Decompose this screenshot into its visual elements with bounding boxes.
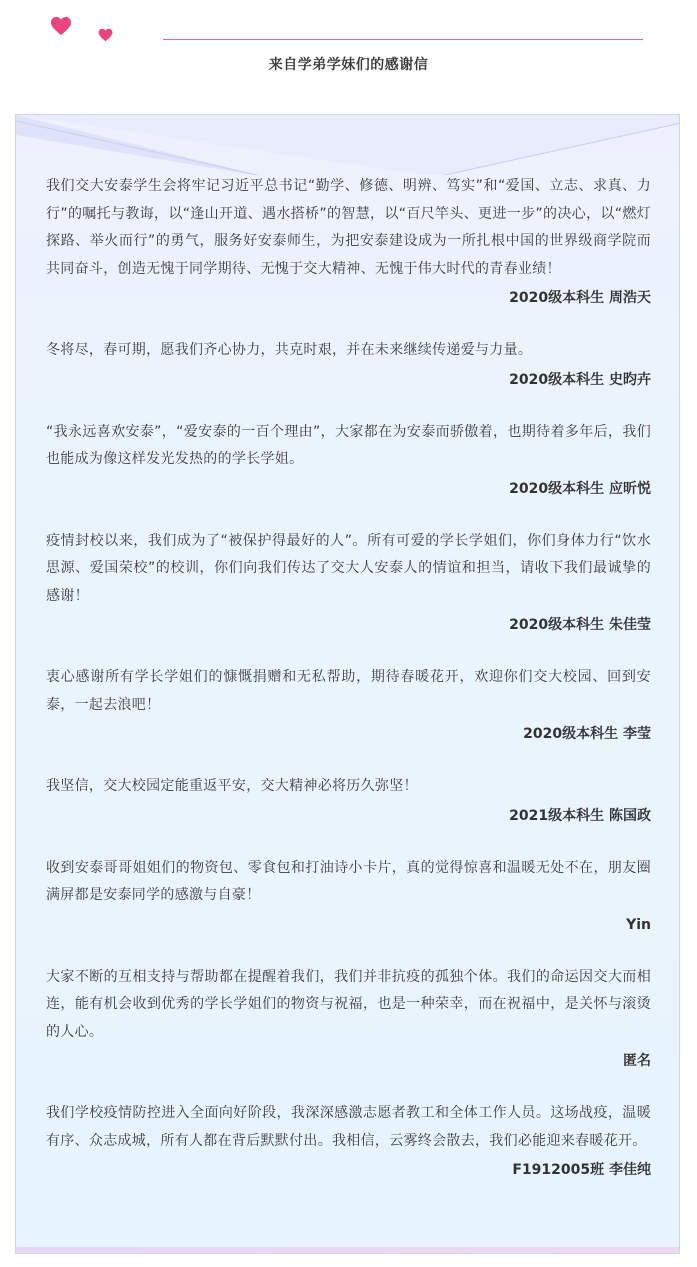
entry-signature: 2020级本科生 李莹 — [523, 726, 651, 742]
entry-signature: 匿名 — [623, 1053, 651, 1069]
header — [0, 0, 697, 112]
list-item — [46, 855, 651, 938]
entry-signature: 2020级本科生 史昀卉 — [509, 371, 651, 388]
list-item — [46, 419, 651, 502]
heart-icon — [98, 28, 113, 42]
list-item — [46, 173, 651, 311]
list-item — [46, 664, 651, 747]
list-item — [46, 773, 651, 829]
entry-text: 我们交大安泰学生会将牢记习近平总书记“勤学、修德、明辨、笃实”和“爱国、立志、求真、力行”的嘱托与教诲，以“逢山开道、遇水搭桥”的智慧，以“百尺竿头、更进一步”的决心，以“燃灯探路、举火而行”的勇气，服务好安泰师生，为把安泰建设成为一所扎根中国的世界级商学院而共同奋斗，创造无愧于同学期待、无愧于交大精神、无愧于伟大时代的青春业绩！ — [46, 178, 651, 277]
entry-text: 收到安泰哥哥姐姐们的物资包、零食包和打油诗小卡片，真的觉得惊喜和温暖无处不在，朋友圈满屏都是安泰同学的感激与自豪！ — [46, 859, 651, 903]
entry-text: 我坚信，交大校园定能重返平安，交大精神必将历久弥坚！ — [46, 778, 418, 794]
list-item — [46, 964, 651, 1075]
page-title: 来自学弟学妹们的感谢信 — [268, 57, 429, 73]
header-divider — [163, 39, 643, 40]
letter-card — [15, 114, 680, 1254]
entries-list — [46, 173, 651, 1209]
card-bottom-border — [16, 1247, 680, 1253]
list-item — [46, 337, 651, 393]
entry-signature: Yin — [626, 916, 651, 933]
entry-signature: 2020级本科生 朱佳莹 — [509, 617, 651, 633]
list-item — [46, 528, 651, 639]
heart-icon — [50, 16, 72, 36]
entry-text: 疫情封校以来，我们成为了“被保护得最好的人”。所有可爱的学长学姐们，你们身体力行“饮水思源、爱国荣校”的校训，你们向我们传达了交大人安泰人的情谊和担当，请收下我们最诚挚的感谢！ — [46, 532, 651, 604]
entry-text: “我永远喜欢安泰”，“爱安泰的一百个理由”，大家都在为安泰而骄傲着，也期待着多年后，我们也能成为像这样发光发热的的学长学姐。 — [46, 423, 651, 467]
list-item — [46, 1100, 651, 1183]
entry-text: 我们学校疫情防控进入全面向好阶段，我深深感激志愿者教工和全体工作人员。这场战疫，温暖有序、众志成城，所有人都在背后默默付出。我相信，云雾终会散去，我们必能迎来春暖花开。 — [46, 1105, 651, 1149]
entry-signature: 2020级本科生 周浩天 — [509, 290, 651, 306]
entry-text: 衷心感谢所有学长学姐们的慷慨捐赠和无私帮助，期待春暖花开，欢迎你们交大校园、回到安泰，一起去浪吧！ — [46, 669, 651, 713]
entry-signature: 2021级本科生 陈国政 — [509, 807, 651, 824]
entry-text: 冬将尽，春可期，愿我们齐心协力，共克时艰，并在未来继续传递爱与力量。 — [46, 342, 533, 358]
entry-signature: F1912005班 李佳纯 — [512, 1162, 651, 1178]
entry-text: 大家不断的互相支持与帮助都在提醒着我们，我们并非抗疫的孤独个体。我们的命运因交大而相连，能有机会收到优秀的学长学姐们的物资与祝福，也是一种荣幸，而在祝福中，是关怀与滚烫的人心。 — [46, 968, 651, 1040]
card-decoration — [16, 115, 680, 175]
entry-signature: 2020级本科生 应昕悦 — [509, 480, 651, 497]
